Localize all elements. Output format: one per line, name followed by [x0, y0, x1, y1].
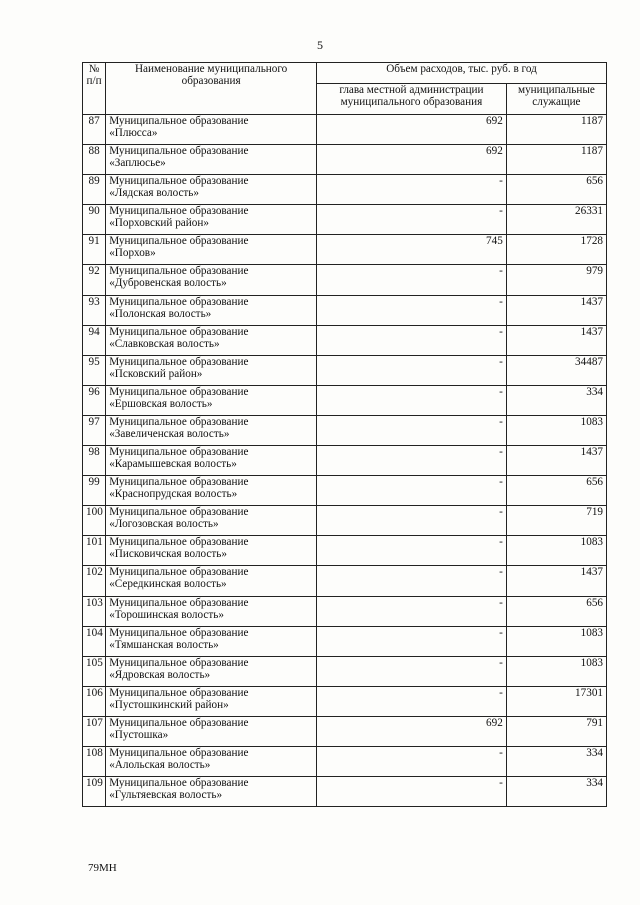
row-head-admin-value: -: [317, 596, 507, 626]
row-employees-value: 1083: [506, 415, 606, 445]
row-employees-value: 1728: [506, 235, 606, 265]
table-row: [83, 205, 607, 235]
row-employees-value: 979: [506, 265, 606, 295]
table-row: [83, 566, 607, 596]
name-line-title: «Карамышевская волость»: [109, 458, 237, 471]
name-line-type: Муниципальное образование: [109, 415, 249, 428]
row-employees-value: 656: [506, 596, 606, 626]
row-municipality-name: [106, 355, 317, 385]
name-line-type: Муниципальное образование: [109, 355, 249, 368]
row-employees-value: 17301: [506, 686, 606, 716]
name-line-title: «Логозовская волость»: [109, 518, 219, 531]
row-municipality-name: [106, 385, 317, 415]
row-employees-value: 1083: [506, 536, 606, 566]
name-line-type: Муниципальное образование: [109, 746, 249, 759]
row-number: 103: [83, 596, 106, 626]
row-head-admin-value: 692: [317, 115, 507, 145]
row-employees-value: 334: [506, 777, 606, 807]
row-head-admin-value: -: [317, 265, 507, 295]
name-line-type: Муниципальное образование: [109, 686, 249, 699]
table-row: [83, 295, 607, 325]
row-employees-value: 1437: [506, 295, 606, 325]
table-row: [83, 536, 607, 566]
row-head-admin-value: -: [317, 295, 507, 325]
row-municipality-name: [106, 115, 317, 145]
header-expenses: Объем расходов, тыс. руб. в год: [317, 63, 607, 84]
row-head-admin-value: -: [317, 656, 507, 686]
row-head-admin-value: -: [317, 777, 507, 807]
row-municipality-name: [106, 325, 317, 355]
name-line-type: Муниципальное образование: [109, 506, 249, 519]
table-row: [83, 626, 607, 656]
name-line-type: Муниципальное образование: [109, 325, 249, 338]
table-row: [83, 446, 607, 476]
name-line-title: «Полонская волость»: [109, 307, 212, 320]
row-head-admin-value: -: [317, 205, 507, 235]
name-line-type: Муниципальное образование: [109, 175, 249, 188]
row-head-admin-value: -: [317, 476, 507, 506]
table-row: [83, 115, 607, 145]
row-head-admin-value: 692: [317, 145, 507, 175]
name-line-title: «Пустошка»: [109, 728, 169, 741]
row-municipality-name: [106, 746, 317, 776]
row-head-admin-value: -: [317, 175, 507, 205]
row-head-admin-value: -: [317, 355, 507, 385]
row-number: 89: [83, 175, 106, 205]
table-row: [83, 716, 607, 746]
row-number: 99: [83, 476, 106, 506]
name-line-title: «Краснопрудская волость»: [109, 488, 238, 501]
page-number: 5: [317, 38, 323, 52]
row-municipality-name: [106, 265, 317, 295]
row-employees-value: 1437: [506, 446, 606, 476]
name-line-title: «Тямшанская волость»: [109, 638, 219, 651]
table-row: [83, 686, 607, 716]
name-line-title: «Середкинская волость»: [109, 578, 227, 591]
name-line-type: Муниципальное образование: [109, 716, 249, 729]
row-head-admin-value: -: [317, 566, 507, 596]
row-head-admin-value: -: [317, 415, 507, 445]
row-employees-value: 1437: [506, 566, 606, 596]
row-municipality-name: [106, 656, 317, 686]
row-municipality-name: [106, 626, 317, 656]
row-head-admin-value: -: [317, 506, 507, 536]
row-municipality-name: [106, 686, 317, 716]
row-number: 102: [83, 566, 106, 596]
name-line-title: «Славковская волость»: [109, 337, 220, 350]
table-body: [83, 115, 607, 807]
expenses-table: [82, 62, 607, 807]
header-name: Наименование муниципального образования: [106, 63, 317, 115]
name-line-type: Муниципальное образование: [109, 626, 249, 639]
row-municipality-name: [106, 596, 317, 626]
row-municipality-name: [106, 566, 317, 596]
row-number: 91: [83, 235, 106, 265]
row-head-admin-value: -: [317, 686, 507, 716]
row-number: 87: [83, 115, 106, 145]
name-line-type: Муниципальное образование: [109, 656, 249, 669]
row-municipality-name: [106, 446, 317, 476]
name-line-type: Муниципальное образование: [109, 596, 249, 609]
name-line-title: «Писковичская волость»: [109, 548, 227, 561]
row-municipality-name: [106, 295, 317, 325]
row-head-admin-value: -: [317, 626, 507, 656]
table-row: [83, 476, 607, 506]
name-line-title: «Заплюсье»: [109, 157, 166, 170]
row-head-admin-value: -: [317, 446, 507, 476]
row-head-admin-value: -: [317, 385, 507, 415]
row-number: 88: [83, 145, 106, 175]
row-municipality-name: [106, 235, 317, 265]
name-line-type: Муниципальное образование: [109, 566, 249, 579]
row-employees-value: 719: [506, 506, 606, 536]
table-row: [83, 355, 607, 385]
row-number: 97: [83, 415, 106, 445]
row-municipality-name: [106, 205, 317, 235]
name-line-title: «Псковский район»: [109, 367, 203, 380]
table-row: [83, 746, 607, 776]
row-number: 98: [83, 446, 106, 476]
row-employees-value: 656: [506, 175, 606, 205]
table-row: [83, 596, 607, 626]
name-line-title: «Порховский район»: [109, 217, 209, 230]
name-line-title: «Порхов»: [109, 247, 156, 260]
row-number: 96: [83, 385, 106, 415]
row-number: 94: [83, 325, 106, 355]
row-number: 104: [83, 626, 106, 656]
row-municipality-name: [106, 175, 317, 205]
row-employees-value: 26331: [506, 205, 606, 235]
name-line-title: «Пустошкинский район»: [109, 698, 229, 711]
row-employees-value: 656: [506, 476, 606, 506]
row-employees-value: 1083: [506, 656, 606, 686]
row-number: 108: [83, 746, 106, 776]
name-line-title: «Гультяевская волость»: [109, 789, 223, 802]
row-number: 90: [83, 205, 106, 235]
header-head-admin: глава местной администрации муниципального образования: [317, 84, 507, 115]
row-number: 95: [83, 355, 106, 385]
name-line-type: Муниципальное образование: [109, 295, 249, 308]
row-head-admin-value: -: [317, 746, 507, 776]
row-number: 93: [83, 295, 106, 325]
name-line-type: Муниципальное образование: [109, 476, 249, 489]
row-municipality-name: [106, 777, 317, 807]
name-line-type: Муниципальное образование: [109, 145, 249, 158]
table-row: [83, 265, 607, 295]
row-municipality-name: [106, 506, 317, 536]
row-number: 106: [83, 686, 106, 716]
name-line-title: «Дубровенская волость»: [109, 277, 227, 290]
name-line-type: Муниципальное образование: [109, 536, 249, 549]
row-head-admin-value: 745: [317, 235, 507, 265]
row-employees-value: 1187: [506, 145, 606, 175]
name-line-title: «Торошинская волость»: [109, 608, 224, 621]
row-number: 105: [83, 656, 106, 686]
row-municipality-name: [106, 415, 317, 445]
row-employees-value: 34487: [506, 355, 606, 385]
row-employees-value: 334: [506, 385, 606, 415]
row-municipality-name: [106, 536, 317, 566]
row-municipality-name: [106, 476, 317, 506]
name-line-type: Муниципальное образование: [109, 446, 249, 459]
row-municipality-name: [106, 716, 317, 746]
row-head-admin-value: 692: [317, 716, 507, 746]
name-line-type: Муниципальное образование: [109, 265, 249, 278]
table-row: [83, 325, 607, 355]
row-number: 107: [83, 716, 106, 746]
row-employees-value: 1437: [506, 325, 606, 355]
row-number: 101: [83, 536, 106, 566]
table-row: [83, 777, 607, 807]
table-row: [83, 145, 607, 175]
header-num: № п/п: [83, 63, 106, 115]
name-line-type: Муниципальное образование: [109, 115, 249, 127]
name-line-title: «Лядская волость»: [109, 187, 200, 200]
name-line-type: Муниципальное образование: [109, 385, 249, 398]
row-head-admin-value: -: [317, 536, 507, 566]
table-row: [83, 235, 607, 265]
name-line-type: Муниципальное образование: [109, 235, 249, 248]
row-municipality-name: [106, 145, 317, 175]
table-row: [83, 415, 607, 445]
row-number: 100: [83, 506, 106, 536]
name-line-type: Муниципальное образование: [109, 205, 249, 218]
table-row: [83, 175, 607, 205]
name-line-title: «Завеличенская волость»: [109, 427, 230, 440]
name-line-title: «Алольская волость»: [109, 758, 211, 771]
table-row: [83, 385, 607, 415]
row-employees-value: 1187: [506, 115, 606, 145]
table-row: [83, 506, 607, 536]
footer-code: 79МН: [88, 862, 117, 874]
header-employees: муниципальные служащие: [506, 84, 606, 115]
row-number: 92: [83, 265, 106, 295]
row-employees-value: 791: [506, 716, 606, 746]
name-line-type: Муниципальное образование: [109, 777, 249, 790]
name-line-title: «Плюсса»: [109, 127, 158, 139]
row-number: 109: [83, 777, 106, 807]
row-employees-value: 334: [506, 746, 606, 776]
name-line-title: «Ершовская волость»: [109, 397, 213, 410]
table-row: [83, 656, 607, 686]
name-line-title: «Ядровская волость»: [109, 668, 211, 681]
row-head-admin-value: -: [317, 325, 507, 355]
row-employees-value: 1083: [506, 626, 606, 656]
